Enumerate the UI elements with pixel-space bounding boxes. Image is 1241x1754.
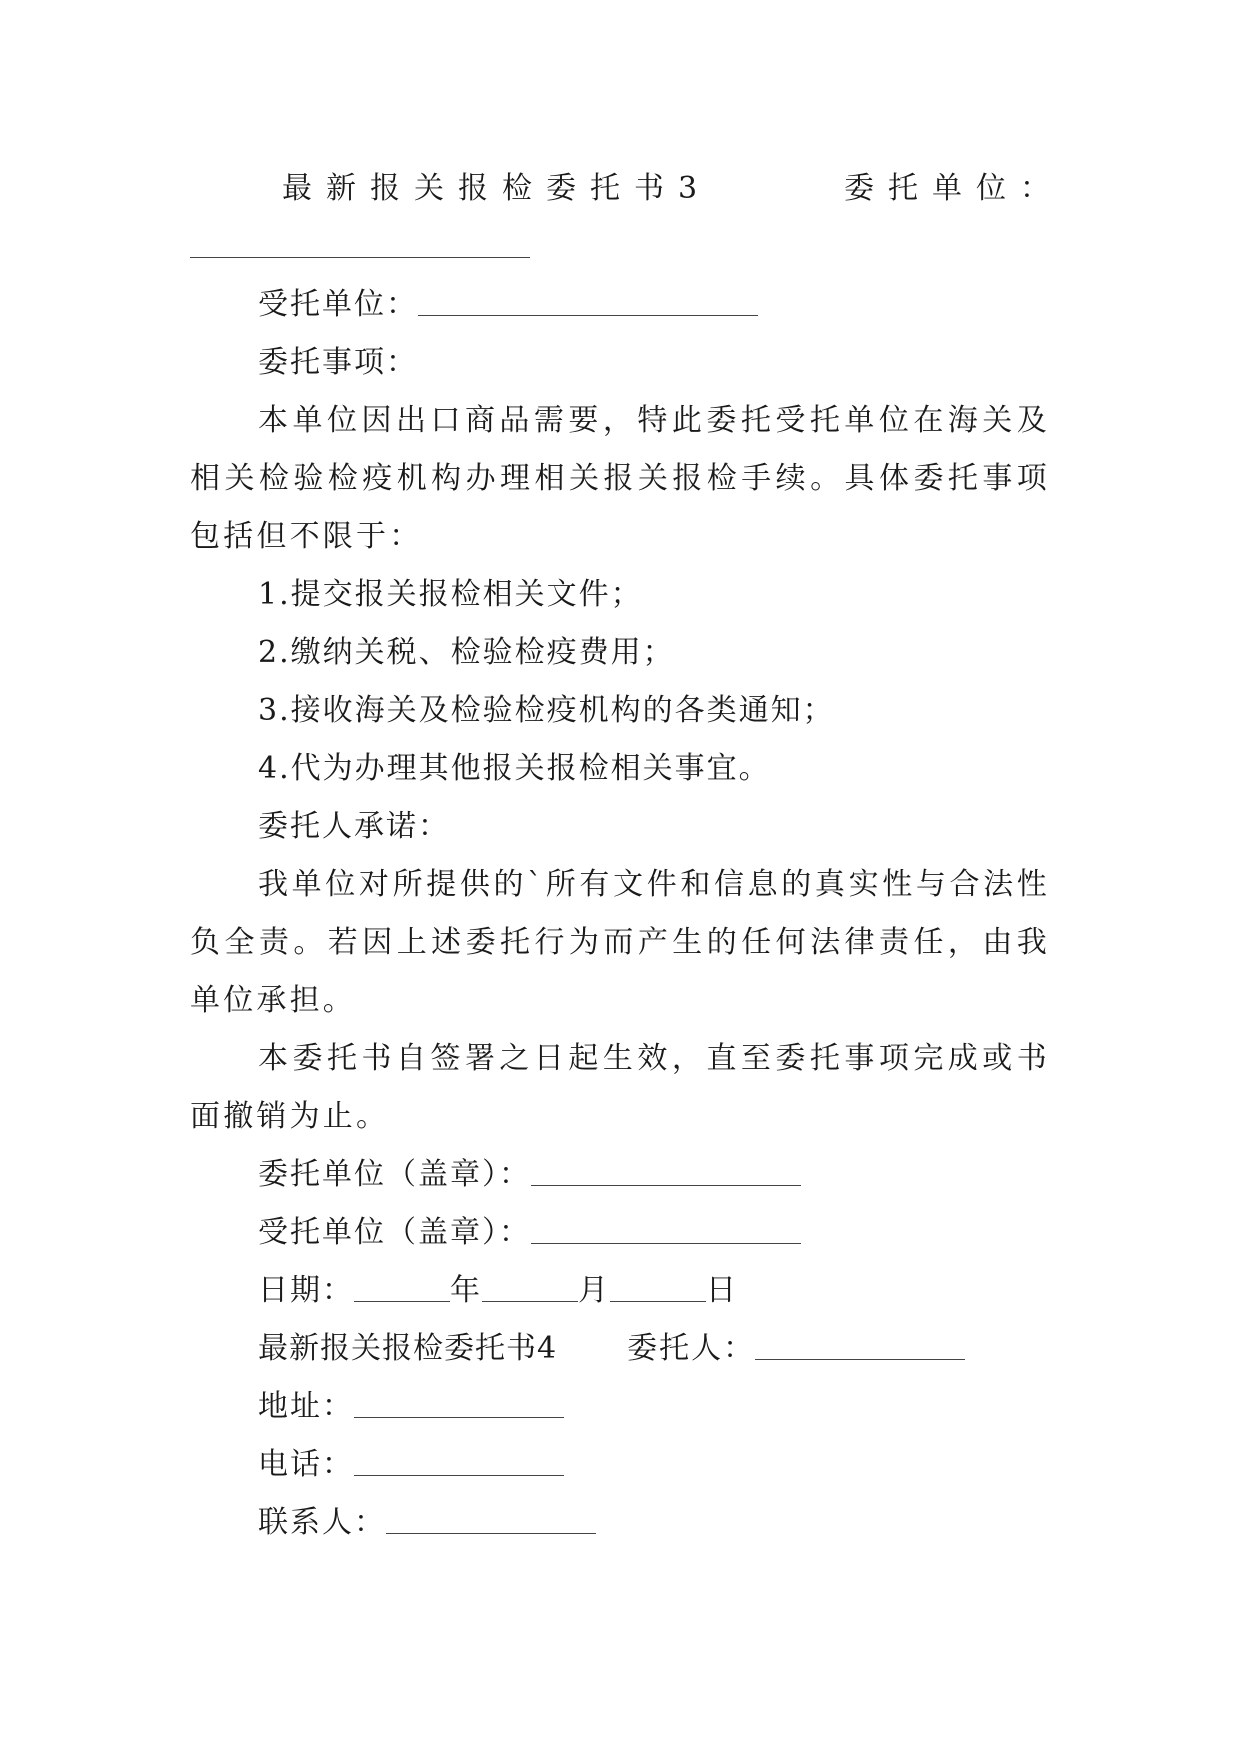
day-label: 日 bbox=[706, 1273, 738, 1308]
validity-paragraph: 本委托书自签署之日起生效，直至委托事项完成或书面撤销为止。 bbox=[190, 1041, 1050, 1134]
entrusted-seal-line bbox=[190, 1204, 1050, 1262]
list-item: 3.接收海关及检验检疫机构的各类通知； bbox=[258, 693, 835, 728]
contact-line bbox=[190, 1494, 1050, 1552]
entrusting-unit-blank bbox=[190, 229, 530, 258]
phone-blank bbox=[354, 1447, 564, 1476]
matters-label: 委托事项： bbox=[258, 345, 418, 380]
heading-4-line bbox=[190, 1320, 1050, 1378]
year-label: 年 bbox=[450, 1273, 482, 1308]
entrusted-unit-label: 受托单位： bbox=[258, 287, 418, 322]
month-blank bbox=[482, 1273, 578, 1302]
contact-blank bbox=[386, 1505, 596, 1534]
promise-label: 委托人承诺： bbox=[258, 809, 450, 844]
entrusted-unit-blank bbox=[418, 287, 758, 316]
list-item: 4.代为办理其他报关报检相关事宜。 bbox=[258, 751, 771, 786]
list-item: 1.提交报关报检相关文件； bbox=[258, 577, 643, 612]
principal-blank bbox=[755, 1331, 965, 1360]
address-line bbox=[190, 1378, 1050, 1436]
document-heading-3: 最新报关报检委托书3 bbox=[282, 171, 712, 206]
entrusting-seal-line bbox=[190, 1146, 1050, 1204]
contact-label: 联系人： bbox=[258, 1505, 386, 1540]
document-heading-4: 最新报关报检委托书4 bbox=[258, 1331, 558, 1366]
document-page bbox=[190, 160, 1064, 1552]
date-line bbox=[190, 1262, 1050, 1320]
entrusting-seal-blank bbox=[531, 1157, 801, 1186]
year-blank bbox=[354, 1273, 450, 1302]
entrusted-seal-blank bbox=[531, 1215, 801, 1244]
address-label: 地址： bbox=[258, 1389, 354, 1424]
address-blank bbox=[354, 1389, 564, 1418]
entrusting-seal-label: 委托单位（盖章）： bbox=[258, 1157, 531, 1192]
intro-paragraph: 本单位因出口商品需要，特此委托受托单位在海关及相关检验检疫机构办理相关报关报检手续。具体委托事项包括但不限于： bbox=[190, 403, 1050, 554]
entrusted-seal-label: 受托单位（盖章）： bbox=[258, 1215, 531, 1250]
promise-label-line bbox=[190, 798, 1050, 856]
promise-paragraph: 我单位对所提供的`所有文件和信息的真实性与合法性负全责。若因上述委托行为而产生的任何法律责任，由我单位承担。 bbox=[190, 867, 1050, 1018]
phone-line bbox=[190, 1436, 1050, 1494]
entrusting-unit-field-line bbox=[190, 218, 1050, 276]
principal-label: 委托人： bbox=[627, 1331, 756, 1366]
month-label: 月 bbox=[578, 1273, 610, 1308]
day-blank bbox=[610, 1273, 706, 1302]
matters-label-line bbox=[190, 334, 1050, 392]
phone-label: 电话： bbox=[258, 1447, 354, 1482]
list-item: 2.缴纳关税、检验检疫费用； bbox=[258, 635, 675, 670]
title-row bbox=[190, 160, 1064, 218]
entrusting-unit-label: 委托单位： bbox=[844, 171, 1064, 206]
entrusted-unit-line bbox=[190, 276, 1050, 334]
date-label: 日期： bbox=[258, 1273, 354, 1308]
